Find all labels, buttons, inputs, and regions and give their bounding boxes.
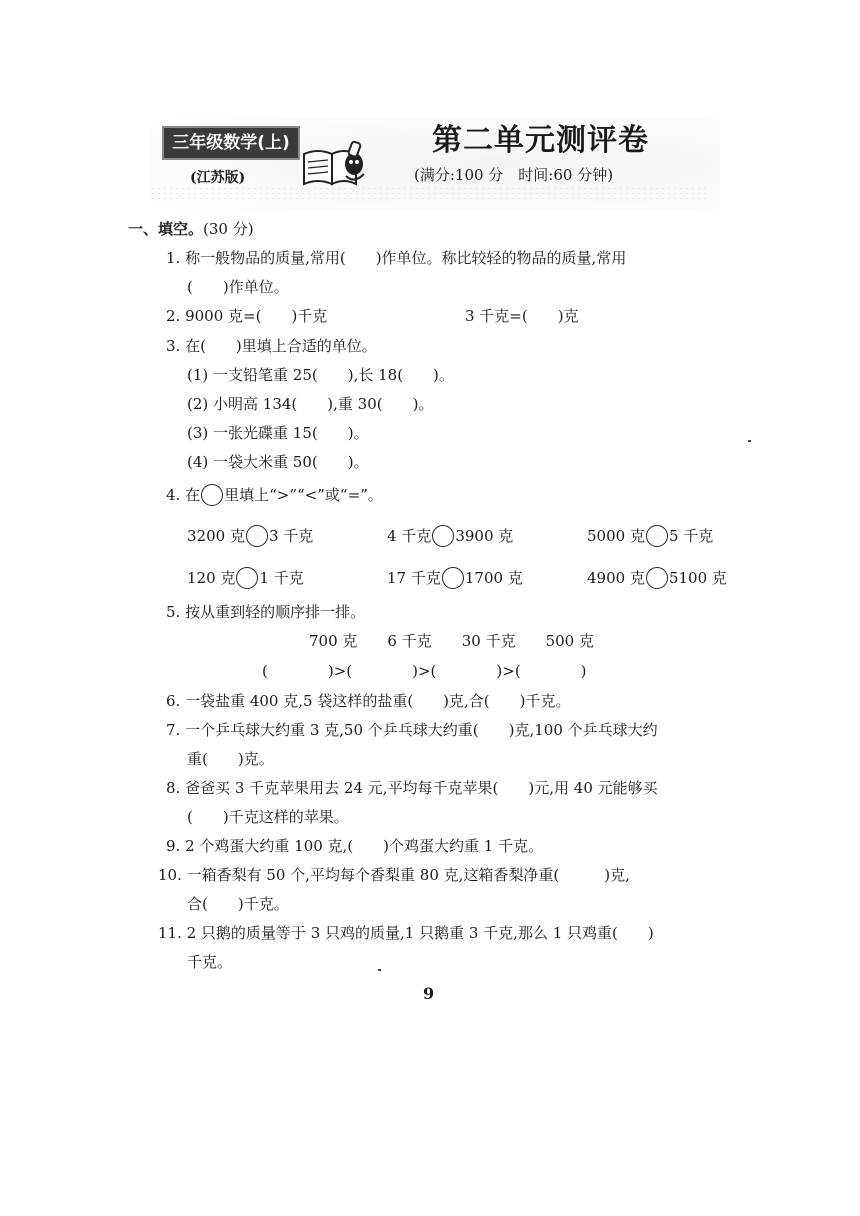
question-5-items: 700 克 6 千克 30 千克 500 克	[309, 632, 594, 650]
question-3-item-4: (4) 一袋大米重 50( )。	[187, 453, 369, 471]
question-3-item-1: (1) 一支铅笔重 25( ),长 18( )。	[187, 366, 454, 384]
comparison-right: 1700 克	[464, 569, 523, 587]
scan-speck	[748, 440, 751, 442]
question-5: 5. 按从重到轻的顺序排一排。	[166, 603, 366, 621]
comparison-right: 5 千克	[668, 527, 714, 545]
book-icon	[298, 140, 372, 190]
comparison-item	[187, 567, 304, 589]
question-11-line-1: 11. 2 只鹅的质量等于 3 只鸡的质量,1 只鹅重 3 千克,那么 1 只鸡重( )	[158, 924, 654, 942]
scan-speck	[378, 969, 381, 971]
answer-circle[interactable]	[236, 567, 258, 589]
comparison-item	[187, 525, 313, 547]
section-label: 一、填空。	[128, 220, 204, 238]
comparison-left: 4900 克	[587, 569, 645, 587]
question-10-line-2: 合( )千克。	[187, 895, 289, 913]
question-4-suffix: 里填上“>”“<”或“=”。	[224, 486, 383, 504]
comparison-circle-icon	[201, 484, 223, 506]
answer-circle[interactable]	[246, 525, 268, 547]
page-number: 9	[423, 984, 435, 1003]
header-texture	[150, 186, 710, 202]
question-1-line-2: ( )作单位。	[187, 278, 289, 296]
question-7-line-1: 7. 一个乒乓球大约重 3 克,50 个乒乓球大约重( )克,100 个乒乓球大约	[166, 721, 658, 739]
comparison-item	[587, 567, 727, 589]
comparison-left: 4 千克	[387, 527, 432, 545]
question-10-line-1: 10. 一箱香梨有 50 个,平均每个香梨重 80 克,这箱香梨净重( )克,	[158, 866, 630, 884]
comparison-left: 17 千克	[387, 569, 441, 587]
comparison-right: 5100 克	[668, 569, 727, 587]
question-2-part-1: 2. 9000 克=( )千克	[166, 307, 328, 325]
answer-circle[interactable]	[432, 525, 454, 547]
question-4	[166, 484, 383, 506]
exam-meta: (满分:100 分 时间:60 分钟)	[414, 166, 614, 184]
exam-title: 第二单元测评卷	[432, 123, 649, 158]
comparison-left: 5000 克	[587, 527, 645, 545]
answer-circle[interactable]	[646, 567, 668, 589]
question-9: 9. 2 个鸡蛋大约重 100 克,( )个鸡蛋大约重 1 千克。	[166, 837, 544, 855]
question-4-prefix: 4. 在	[166, 486, 201, 504]
comparison-left: 3200 克	[187, 527, 245, 545]
section-heading	[128, 218, 254, 239]
question-3-item-2: (2) 小明高 134( ),重 30( )。	[187, 395, 434, 413]
question-7-line-2: 重( )克。	[187, 750, 274, 768]
edition-label: (江苏版)	[190, 170, 246, 186]
question-3: 3. 在( )里填上合适的单位。	[166, 337, 377, 355]
grade-badge: 三年级数学(上)	[162, 126, 300, 160]
comparison-right: 3900 克	[455, 527, 514, 545]
question-1-line-1: 1. 称一般物品的质量,常用( )作单位。称比较轻的物品的质量,常用	[166, 249, 627, 267]
question-8-line-1: 8. 爸爸买 3 千克苹果用去 24 元,平均每千克苹果( )元,用 40 元能够买	[166, 779, 658, 797]
comparison-item	[387, 525, 513, 547]
question-5-blanks[interactable]: ( )>( )>( )>( )	[262, 662, 587, 680]
question-2-part-2: 3 千克=( )克	[465, 307, 579, 325]
question-8-line-2: ( )千克这样的苹果。	[187, 808, 349, 826]
comparison-item	[387, 567, 523, 589]
question-3-item-3: (3) 一张光碟重 15( )。	[187, 424, 369, 442]
comparison-right: 3 千克	[268, 527, 314, 545]
question-11-line-2: 千克。	[187, 953, 233, 971]
section-score: (30 分)	[203, 220, 254, 238]
comparison-left: 120 克	[187, 569, 236, 587]
answer-circle[interactable]	[442, 567, 464, 589]
question-6: 6. 一袋盐重 400 克,5 袋这样的盐重( )克,合( )千克。	[166, 692, 571, 710]
answer-circle[interactable]	[646, 525, 668, 547]
comparison-right: 1 千克	[259, 569, 304, 587]
comparison-item	[587, 525, 713, 547]
